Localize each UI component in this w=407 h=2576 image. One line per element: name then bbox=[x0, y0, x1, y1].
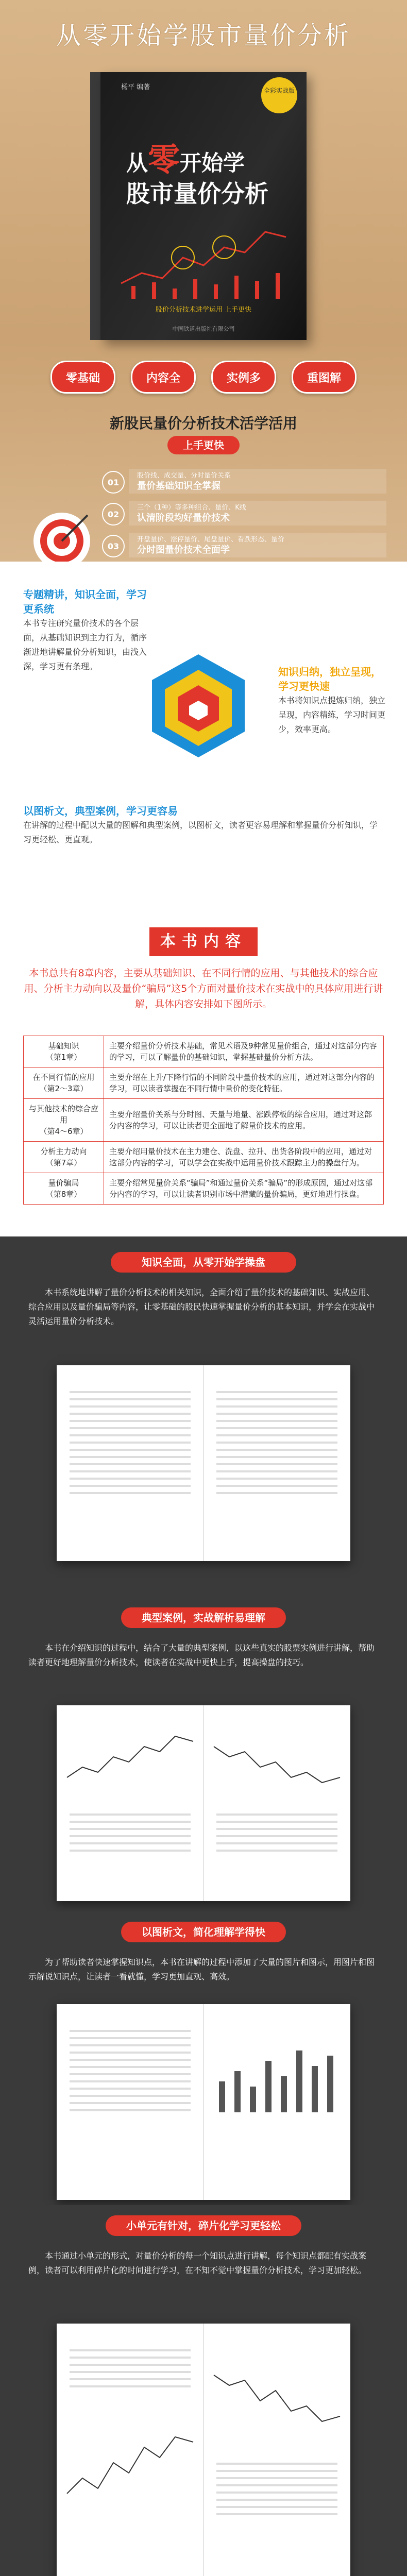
feature-block-1: 专题精讲，知识全面，学习更系统 本书专注研究量价技术的各个层面，从基础知识到主力行为，循序渐进地讲解量价分析知识，由浅入深，学习更有条理。 bbox=[23, 588, 147, 671]
table-row: 分析主力动向 （第7章） 主要介绍用量价技术在主力建仓、洗盘、拉升、出货各阶段中的应用，通过对这部分内容的学习，可以学会在实战中运用量价技术跟踪主力的操盘行为。 bbox=[24, 1142, 384, 1173]
tagline: 新股民量价分析技术活学活用 bbox=[109, 415, 297, 432]
feature-badge: 重图解 bbox=[292, 361, 357, 394]
table-row: 量价骗局 （第8章） 主要介绍常见量价关系“骗局”和通过量价关系“骗局”的形成原因，通过对这部分内容的学习，可以让读者识别市场中潜藏的量价骗局，更好地进行操盘。 bbox=[24, 1173, 384, 1205]
candlestick-chart-icon bbox=[67, 1726, 193, 1793]
table-row: 与其他技术的综合应用 （第4～6章） 主要介绍量价关系与分时图、天量与地量、涨跌停板的综合应用，通过对这部分内容的学习，可以让读者更全面地了解量价技术的应用。 bbox=[24, 1099, 384, 1142]
highlight-row: 03 开盘量价、涨停量价、尾盘量价、看跌形态、量价 分时图量价技术全面学 bbox=[129, 533, 386, 557]
book-cover bbox=[100, 72, 307, 340]
book-title-line2: 股市量价分析 bbox=[126, 180, 268, 208]
toc-section bbox=[0, 927, 407, 1216]
candlestick-chart-icon bbox=[214, 1726, 340, 1793]
feature-badges bbox=[0, 361, 407, 394]
book-spread-image bbox=[57, 2324, 350, 2576]
book-spread-image bbox=[57, 1365, 350, 1561]
book-spine bbox=[90, 72, 101, 340]
highlight-number: 02 bbox=[102, 503, 125, 526]
highlight-number: 03 bbox=[102, 535, 125, 557]
section-pill: 知识全面，从零开始学操盘 bbox=[111, 1252, 296, 1273]
book-author: 杨平 编著 bbox=[121, 83, 150, 91]
hexagon-diagram-icon bbox=[131, 649, 265, 783]
book-spread-image bbox=[57, 2004, 350, 2200]
feature-badge: 内容全 bbox=[131, 361, 196, 394]
table-row: 在不同行情的应用 （第2～3章） 主要介绍在上升/下降行情的不同阶段中量价技术的应用，通过对这部分内容的学习，可以读者掌握在不同行情中量价的变化特征。 bbox=[24, 1067, 384, 1099]
book-cover-chart-icon bbox=[121, 222, 286, 299]
section-pill: 小单元有针对，碎片化学习更轻松 bbox=[106, 2215, 301, 2236]
toc-intro: 本书总共有8章内容，主要从基础知识、在不同行情的应用、与其他技术的综合应用、分析主力动向以及量价“骗局”这5个方面对量价技术在实战中的具体应用进行讲解，具体内容安排如下图所示。 bbox=[24, 968, 383, 1010]
hero-title: 从零开始学股市量价分析 bbox=[56, 21, 351, 50]
content-section-4 bbox=[0, 2205, 407, 2576]
feature-block-2: 知识归纳，独立呈现，学习更快速 本书将知识点提炼归纳，独立呈现，内容精练，学习时间更少，效率更高。 bbox=[278, 666, 386, 734]
book-subtitle: 股价分析技术进学运用 上手更快 bbox=[155, 306, 252, 314]
book-publisher: 中国铁道出版社有限公司 bbox=[172, 326, 235, 332]
content-section-2 bbox=[0, 1597, 407, 1911]
highlight-number: 01 bbox=[102, 471, 125, 494]
book-spread-image bbox=[57, 1705, 350, 1901]
content-section-1 bbox=[0, 1236, 407, 1597]
content-section-3 bbox=[0, 1911, 407, 2205]
book-title-line1: 从零开始学 bbox=[126, 141, 245, 178]
feature-badge: 实例多 bbox=[211, 361, 276, 394]
book-badge: 全彩实战版 bbox=[261, 77, 297, 113]
section-paragraph: 为了帮助读者快速掌握知识点，本书在讲解的过程中添加了大量的图片和图示，用图片和图示解说知识点，让读者一看就懂，学习更加直观、高效。 bbox=[28, 1957, 375, 1981]
table-row: 基础知识 （第1章） 主要介绍量价分析技术基础，常见术语及9种常见量价组合，通过对这部分内容的学习，可以了解量价的基础知识，掌握基础量价分析方法。 bbox=[24, 1036, 384, 1067]
section-paragraph: 本书系统地讲解了量价分析技术的相关知识，全面介绍了量价技术的基础知识、实战应用、综合应用以及量价骗局等内容，让零基础的股民快速掌握量价分析的基本知识，并学会在实战中灵活运用量价分析技术。 bbox=[28, 1287, 375, 1326]
line-chart-icon bbox=[67, 2416, 193, 2509]
line-chart-icon bbox=[214, 2344, 340, 2437]
volume-chart-icon bbox=[214, 2035, 340, 2112]
feature-badge: 零基础 bbox=[50, 361, 115, 394]
section-pill: 典型案例，实战解析易理解 bbox=[121, 1607, 286, 1628]
hero-section bbox=[0, 0, 407, 562]
toc-table bbox=[23, 1036, 384, 1205]
tagline-pill: 上手更快 bbox=[167, 436, 240, 454]
highlight-row: 01 股价线、成交量、分时量价关系 量价基础知识全掌握 bbox=[129, 469, 386, 494]
section-paragraph: 本书通过小单元的形式，对量价分析的每一个知识点进行讲解，每个知识点都配有实战案例，读者可以利用碎片化的时间进行学习，在不知不觉中掌握量价分析技术，学习更加轻松。 bbox=[28, 2251, 367, 2275]
features-section bbox=[0, 562, 407, 927]
highlight-row: 02 三个（1种）等多种组合、量价、K线 认清阶段均好量价技术 bbox=[129, 501, 386, 526]
section-paragraph: 本书在介绍知识的过程中，结合了大量的典型案例，以这些真实的股票实例进行讲解，帮助读者更好地理解量价分析技术，使读者在实战中更快上手，提高操盘的技巧。 bbox=[28, 1643, 375, 1667]
feature-block-3: 以图析文，典型案例，学习更容易 在讲解的过程中配以大量的图解和典型案例，以图析文，读者更容易理解和掌握量价分析知识，学习更轻松、更直观。 bbox=[23, 805, 378, 844]
section-pill: 以图析文，简化理解学得快 bbox=[121, 1922, 286, 1942]
toc-heading: 本书内容 bbox=[149, 927, 258, 956]
